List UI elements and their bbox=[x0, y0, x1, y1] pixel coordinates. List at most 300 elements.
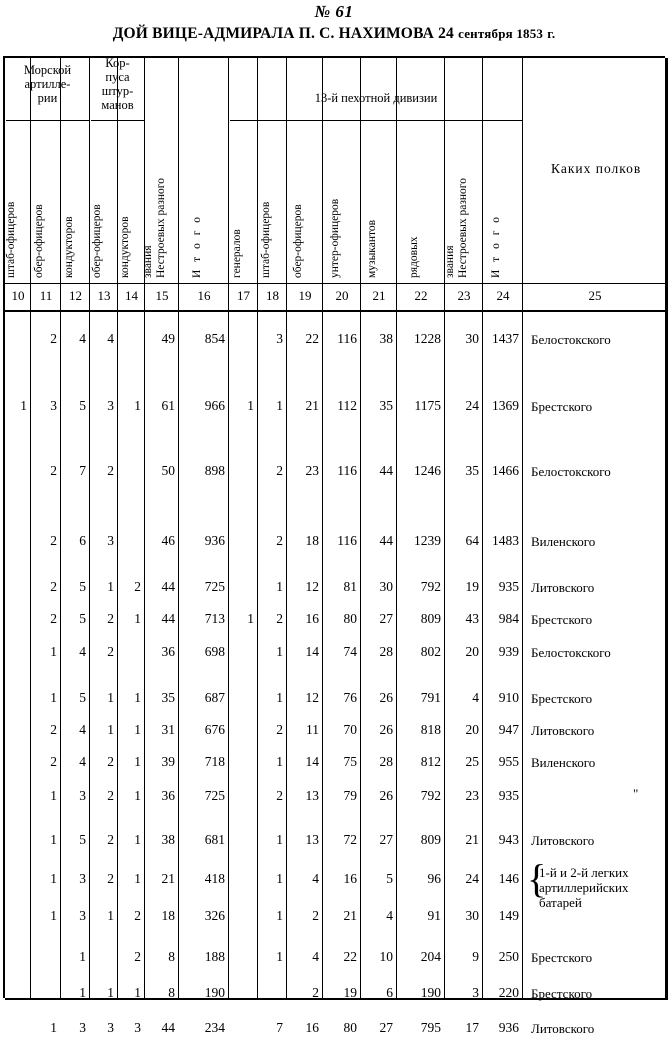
cell-r12-c20: 72 bbox=[343, 832, 357, 847]
cell-r9-c18: 2 bbox=[276, 722, 283, 737]
regiment-name-r17: Литовского bbox=[531, 1021, 595, 1036]
cell-r9-c12: 4 bbox=[79, 722, 86, 737]
cell-r14-c20: 21 bbox=[343, 908, 357, 923]
artillery-batteries-note bbox=[539, 865, 668, 910]
column-caption-23-line2: звания bbox=[444, 245, 456, 278]
column-number-20: 20 bbox=[335, 288, 349, 303]
cell-r10-c11: 2 bbox=[50, 754, 57, 769]
cell-r6-c21: 27 bbox=[379, 611, 393, 626]
cell-r9-c22: 818 bbox=[420, 722, 441, 737]
cell-r1-c12: 4 bbox=[79, 331, 86, 346]
cell-r11-c24: 935 bbox=[498, 788, 519, 803]
cell-r4-c15: 46 bbox=[161, 533, 175, 548]
cell-r10-c19: 14 bbox=[305, 754, 319, 769]
cell-r7-c20: 74 bbox=[343, 644, 357, 659]
underline-13th-division bbox=[230, 120, 522, 121]
column-number-19: 19 bbox=[298, 288, 312, 303]
cell-r8-c22: 791 bbox=[420, 690, 441, 705]
cell-r2-c17: 1 bbox=[247, 398, 254, 413]
cell-r4-c23: 64 bbox=[465, 533, 479, 548]
cell-r5-c21: 30 bbox=[379, 579, 393, 594]
column-caption-15-line1: Нестроевых разного bbox=[155, 178, 167, 278]
cell-r15-c12: 1 bbox=[79, 949, 86, 964]
column-divider-18 bbox=[286, 58, 287, 1000]
cell-r9-c15: 31 bbox=[161, 722, 175, 737]
cell-r14-c24: 149 bbox=[498, 908, 519, 923]
cell-r16-c16: 190 bbox=[204, 985, 225, 1000]
cell-r3-c19: 23 bbox=[305, 463, 319, 478]
cell-r14-c19: 2 bbox=[312, 908, 319, 923]
cell-r8-c13: 1 bbox=[107, 690, 114, 705]
cell-r13-c19: 4 bbox=[312, 871, 319, 886]
cell-r13-c20: 16 bbox=[343, 871, 357, 886]
cell-r3-c11: 2 bbox=[50, 463, 57, 478]
cell-r9-c11: 2 bbox=[50, 722, 57, 737]
cell-r11-c23: 23 bbox=[465, 788, 479, 803]
column-divider-10 bbox=[30, 58, 31, 1000]
column-number-13: 13 bbox=[97, 288, 111, 303]
cell-r2-c19: 21 bbox=[305, 398, 319, 413]
cell-r14-c12: 3 bbox=[79, 908, 86, 923]
regiment-name-r12: Литовского bbox=[531, 833, 595, 848]
document-title-tail: г. bbox=[547, 26, 556, 41]
cell-r17-c13: 3 bbox=[107, 1020, 114, 1035]
page-title bbox=[0, 22, 668, 45]
cell-r12-c22: 809 bbox=[420, 832, 441, 847]
column-divider-13 bbox=[117, 58, 118, 1000]
cell-r2-c18: 1 bbox=[276, 398, 283, 413]
cell-r9-c14: 1 bbox=[134, 722, 141, 737]
cell-r12-c21: 27 bbox=[379, 832, 393, 847]
column-divider-23 bbox=[482, 58, 483, 1000]
column-caption-14: кондукторов bbox=[118, 216, 131, 278]
regiment-name-r10: Виленского bbox=[531, 755, 596, 770]
table-right-border bbox=[665, 58, 667, 1000]
cell-r2-c20: 112 bbox=[337, 398, 357, 413]
cell-r13-c15: 21 bbox=[161, 871, 175, 886]
cell-r14-c18: 1 bbox=[276, 908, 283, 923]
cell-r3-c18: 2 bbox=[276, 463, 283, 478]
cell-r6-c14: 1 bbox=[134, 611, 141, 626]
cell-r4-c19: 18 bbox=[305, 533, 319, 548]
cell-r3-c23: 35 bbox=[465, 463, 479, 478]
cell-r13-c12: 3 bbox=[79, 871, 86, 886]
cell-r7-c21: 28 bbox=[379, 644, 393, 659]
cell-r8-c20: 76 bbox=[343, 690, 357, 705]
column-number-11: 11 bbox=[39, 288, 53, 303]
cell-r10-c16: 718 bbox=[204, 754, 225, 769]
column-number-14: 14 bbox=[125, 288, 138, 303]
cell-r11-c12: 3 bbox=[79, 788, 86, 803]
column-number-22: 22 bbox=[414, 288, 428, 303]
cell-r2-c22: 1175 bbox=[414, 398, 441, 413]
cell-r12-c18: 1 bbox=[276, 832, 283, 847]
cell-r4-c12: 6 bbox=[79, 533, 86, 548]
cell-r1-c13: 4 bbox=[107, 331, 114, 346]
cell-r2-c23: 24 bbox=[465, 398, 479, 413]
regiment-name-r6: Брестского bbox=[531, 612, 593, 627]
column-divider-19 bbox=[322, 58, 323, 1000]
column-caption-15-line2: звания bbox=[142, 245, 154, 278]
cell-r16-c19: 2 bbox=[312, 985, 319, 1000]
cell-r7-c13: 2 bbox=[107, 644, 114, 659]
cell-r12-c13: 2 bbox=[107, 832, 114, 847]
regiment-name-r15: Брестского bbox=[531, 950, 593, 965]
cell-r7-c18: 1 bbox=[276, 644, 283, 659]
cell-r6-c22: 809 bbox=[420, 611, 441, 626]
cell-r7-c12: 4 bbox=[79, 644, 86, 659]
cell-r5-c20: 81 bbox=[343, 579, 357, 594]
cell-r15-c24: 250 bbox=[498, 949, 519, 964]
cell-r11-c16: 725 bbox=[204, 788, 225, 803]
regiment-name-r8: Брестского bbox=[531, 691, 593, 706]
cell-r3-c21: 44 bbox=[379, 463, 393, 478]
cell-r11-c22: 792 bbox=[420, 788, 441, 803]
cell-r16-c21: 6 bbox=[386, 985, 393, 1000]
column-divider-17 bbox=[257, 58, 258, 1000]
rule-below-column-numbers bbox=[5, 310, 667, 312]
cell-r16-c14: 1 bbox=[134, 985, 141, 1000]
cell-r11-c13: 2 bbox=[107, 788, 114, 803]
cell-r5-c13: 1 bbox=[107, 579, 114, 594]
cell-r3-c15: 50 bbox=[161, 463, 175, 478]
cell-r13-c23: 24 bbox=[465, 871, 479, 886]
cell-r6-c23: 43 bbox=[465, 611, 479, 626]
cell-r7-c22: 802 bbox=[420, 644, 441, 659]
cell-r5-c19: 12 bbox=[305, 579, 319, 594]
cell-r16-c12: 1 bbox=[79, 985, 86, 1000]
cell-r1-c19: 22 bbox=[305, 331, 319, 346]
cell-r8-c14: 1 bbox=[134, 690, 141, 705]
cell-r6-c11: 2 bbox=[50, 611, 57, 626]
cell-r6-c17: 1 bbox=[247, 611, 254, 626]
cell-r7-c24: 939 bbox=[498, 644, 519, 659]
cell-r7-c19: 14 bbox=[305, 644, 319, 659]
cell-r1-c23: 30 bbox=[465, 331, 479, 346]
cell-r13-c14: 1 bbox=[134, 871, 141, 886]
column-number-17: 17 bbox=[237, 288, 250, 303]
column-divider-20 bbox=[360, 58, 361, 1000]
cell-r10-c21: 28 bbox=[379, 754, 393, 769]
column-caption-20: унтер-офицеров bbox=[329, 198, 341, 278]
cell-r1-c21: 38 bbox=[379, 331, 393, 346]
cell-r17-c24: 936 bbox=[498, 1020, 519, 1035]
cell-r1-c16: 854 bbox=[204, 331, 225, 346]
cell-r2-c13: 3 bbox=[107, 398, 114, 413]
statistics-table bbox=[3, 56, 665, 1036]
regiment-name-r5: Литовского bbox=[531, 580, 595, 595]
cell-r1-c11: 2 bbox=[50, 331, 57, 346]
column-caption-17: генералов bbox=[230, 229, 243, 278]
column-divider-12 bbox=[89, 58, 90, 1000]
cell-r8-c21: 26 bbox=[379, 690, 393, 705]
cell-r5-c22: 792 bbox=[420, 579, 441, 594]
column-caption-10: штаб-офицеров bbox=[5, 201, 17, 278]
document-title-date: сентября 1853 bbox=[458, 26, 544, 41]
cell-r5-c11: 2 bbox=[50, 579, 57, 594]
cell-r15-c20: 22 bbox=[343, 949, 357, 964]
cell-r17-c16: 234 bbox=[204, 1020, 225, 1035]
cell-r6-c12: 5 bbox=[79, 611, 86, 626]
column-number-12: 12 bbox=[69, 288, 82, 303]
cell-r8-c18: 1 bbox=[276, 690, 283, 705]
cell-r12-c24: 943 bbox=[498, 832, 519, 847]
regiment-name-r1: Белостокского bbox=[531, 332, 611, 347]
cell-r12-c11: 1 bbox=[50, 832, 57, 847]
underline-naval-artillery bbox=[6, 120, 89, 121]
regiment-name-r3: Белостокского bbox=[531, 464, 611, 479]
cell-r17-c18: 7 bbox=[276, 1020, 283, 1035]
cell-r15-c21: 10 bbox=[379, 949, 393, 964]
cell-r10-c15: 39 bbox=[161, 754, 175, 769]
cell-r1-c18: 3 bbox=[276, 331, 283, 346]
column-caption-19: обер-офицеров bbox=[292, 204, 304, 278]
cell-r5-c16: 725 bbox=[204, 579, 225, 594]
cell-r5-c12: 5 bbox=[79, 579, 86, 594]
cell-r2-c14: 1 bbox=[134, 398, 141, 413]
cell-r10-c23: 25 bbox=[465, 754, 479, 769]
cell-r2-c11: 3 bbox=[50, 398, 57, 413]
cell-r3-c16: 898 bbox=[204, 463, 225, 478]
cell-r6-c16: 713 bbox=[204, 611, 225, 626]
cell-r3-c20: 116 bbox=[337, 463, 357, 478]
cell-r15-c16: 188 bbox=[204, 949, 225, 964]
regiment-name-r16: Брестского bbox=[531, 986, 593, 1001]
cell-r15-c18: 1 bbox=[276, 949, 283, 964]
cell-r4-c16: 936 bbox=[204, 533, 225, 548]
cell-r4-c18: 2 bbox=[276, 533, 283, 548]
cell-r8-c23: 4 bbox=[472, 690, 479, 705]
column-caption-22: рядовых bbox=[408, 236, 420, 278]
cell-r16-c15: 8 bbox=[168, 985, 175, 1000]
cell-r3-c13: 2 bbox=[107, 463, 114, 478]
cell-r17-c19: 16 bbox=[305, 1020, 319, 1035]
cell-r5-c18: 1 bbox=[276, 579, 283, 594]
artillery-batteries-note-line2: артиллерийских bbox=[539, 880, 629, 895]
cell-r11-c20: 79 bbox=[343, 788, 357, 803]
regiment-name-r7: Белостокского bbox=[531, 645, 611, 660]
cell-r2-c24: 1369 bbox=[492, 398, 519, 413]
cell-r16-c22: 190 bbox=[420, 985, 441, 1000]
cell-r13-c22: 96 bbox=[427, 871, 441, 886]
cell-r13-c18: 1 bbox=[276, 871, 283, 886]
column-divider-24 bbox=[522, 58, 523, 1000]
column-caption-25: Каких полков bbox=[551, 161, 642, 176]
column-number-18: 18 bbox=[266, 288, 279, 303]
cell-r5-c24: 935 bbox=[498, 579, 519, 594]
cell-r9-c21: 26 bbox=[379, 722, 393, 737]
cell-r11-c15: 36 bbox=[161, 788, 175, 803]
column-number-24: 24 bbox=[496, 288, 510, 303]
column-divider-16 bbox=[228, 58, 229, 1000]
cell-r15-c14: 2 bbox=[134, 949, 141, 964]
cell-r12-c12: 5 bbox=[79, 832, 86, 847]
cell-r7-c16: 698 bbox=[204, 644, 225, 659]
cell-r4-c13: 3 bbox=[107, 533, 114, 548]
column-caption-13: обер-офицеров bbox=[91, 204, 103, 278]
cell-r14-c13: 1 bbox=[107, 908, 114, 923]
cell-r6-c15: 44 bbox=[161, 611, 175, 626]
cell-r4-c11: 2 bbox=[50, 533, 57, 548]
cell-r17-c21: 27 bbox=[379, 1020, 393, 1035]
cell-r6-c13: 2 bbox=[107, 611, 114, 626]
cell-r2-c16: 966 bbox=[204, 398, 225, 413]
cell-r10-c24: 955 bbox=[498, 754, 519, 769]
cell-r15-c22: 204 bbox=[420, 949, 441, 964]
regiment-name-r11: " bbox=[633, 786, 639, 801]
cell-r13-c21: 5 bbox=[386, 871, 393, 886]
cell-r17-c11: 1 bbox=[50, 1020, 57, 1035]
column-caption-23-line1: Нестроевых разного bbox=[457, 178, 469, 278]
column-divider-15 bbox=[178, 58, 179, 1000]
cell-r9-c19: 11 bbox=[306, 722, 319, 737]
cell-r17-c15: 44 bbox=[161, 1020, 175, 1035]
cell-r3-c24: 1466 bbox=[492, 463, 519, 478]
regiment-name-r4: Виленского bbox=[531, 534, 596, 549]
cell-r6-c18: 2 bbox=[276, 611, 283, 626]
cell-r1-c20: 116 bbox=[337, 331, 357, 346]
cell-r2-c10: 1 bbox=[20, 398, 27, 413]
document-title-main: ДОЙ ВИЦЕ-АДМИРАЛА П. С. НАХИМОВА 24 bbox=[112, 25, 454, 42]
cell-r14-c16: 326 bbox=[204, 908, 225, 923]
column-number-25: 25 bbox=[588, 288, 602, 303]
column-divider-14 bbox=[144, 58, 145, 1000]
group-header-naval-artillery: Морской артилле- рии bbox=[23, 63, 72, 105]
cell-r8-c19: 12 bbox=[305, 690, 319, 705]
column-number-23: 23 bbox=[457, 288, 471, 303]
underline-navigator-corps bbox=[91, 120, 144, 121]
title-block bbox=[0, 0, 668, 45]
regiment-name-r9: Литовского bbox=[531, 723, 595, 738]
cell-r16-c20: 19 bbox=[343, 985, 357, 1000]
cell-r8-c11: 1 bbox=[50, 690, 57, 705]
cell-r14-c11: 1 bbox=[50, 908, 57, 923]
cell-r2-c15: 61 bbox=[161, 398, 175, 413]
cell-r12-c14: 1 bbox=[134, 832, 141, 847]
cell-r14-c22: 91 bbox=[427, 908, 441, 923]
group-header-13th-infantry-division: 13-й пехотной дивизии bbox=[314, 91, 438, 105]
cell-r11-c21: 26 bbox=[379, 788, 393, 803]
column-divider-21 bbox=[396, 58, 397, 1000]
column-number-10: 10 bbox=[11, 288, 25, 303]
cell-r1-c24: 1437 bbox=[492, 331, 519, 346]
cell-r7-c11: 1 bbox=[50, 644, 57, 659]
cell-r6-c19: 16 bbox=[305, 611, 319, 626]
cell-r14-c14: 2 bbox=[134, 908, 141, 923]
cell-r9-c13: 1 bbox=[107, 722, 114, 737]
cell-r1-c15: 49 bbox=[161, 331, 175, 346]
cell-r4-c22: 1239 bbox=[414, 533, 441, 548]
cell-r2-c12: 5 bbox=[79, 398, 86, 413]
cell-r1-c22: 1228 bbox=[414, 331, 441, 346]
rule-above-column-numbers bbox=[5, 283, 667, 284]
cell-r8-c15: 35 bbox=[161, 690, 175, 705]
cell-r16-c23: 3 bbox=[472, 985, 479, 1000]
cell-r11-c19: 13 bbox=[305, 788, 319, 803]
cell-r9-c16: 676 bbox=[204, 722, 225, 737]
cell-r7-c23: 20 bbox=[465, 644, 479, 659]
cell-r5-c23: 19 bbox=[465, 579, 479, 594]
cell-r13-c13: 2 bbox=[107, 871, 114, 886]
column-divider-22 bbox=[444, 58, 445, 1000]
cell-r17-c12: 3 bbox=[79, 1020, 86, 1035]
cell-r5-c14: 2 bbox=[134, 579, 141, 594]
cell-r7-c15: 36 bbox=[161, 644, 175, 659]
cell-r8-c24: 910 bbox=[498, 690, 519, 705]
cell-r11-c11: 1 bbox=[50, 788, 57, 803]
cell-r10-c13: 2 bbox=[107, 754, 114, 769]
column-number-21: 21 bbox=[372, 288, 386, 303]
cell-r9-c24: 947 bbox=[498, 722, 519, 737]
cell-r10-c20: 75 bbox=[343, 754, 357, 769]
cell-r2-c21: 35 bbox=[379, 398, 393, 413]
column-caption-12: кондукторов bbox=[62, 216, 75, 278]
column-caption-18: штаб-офицеров bbox=[259, 201, 272, 278]
cell-r16-c13: 1 bbox=[107, 985, 114, 1000]
cell-r11-c14: 1 bbox=[134, 788, 141, 803]
cell-r15-c23: 9 bbox=[472, 949, 479, 964]
cell-r3-c22: 1246 bbox=[414, 463, 441, 478]
cell-r10-c14: 1 bbox=[134, 754, 141, 769]
column-caption-21: музыкантов bbox=[366, 219, 378, 278]
artillery-batteries-note-line3: батарей bbox=[539, 895, 582, 910]
cell-r12-c15: 38 bbox=[161, 832, 175, 847]
cell-r12-c19: 13 bbox=[305, 832, 319, 847]
cell-r14-c15: 18 bbox=[161, 908, 175, 923]
column-number-15: 15 bbox=[155, 288, 169, 303]
cell-r10-c12: 4 bbox=[79, 754, 86, 769]
cell-r11-c18: 2 bbox=[276, 788, 283, 803]
column-caption-16: И т о г о bbox=[191, 214, 203, 278]
cell-r8-c12: 5 bbox=[79, 690, 86, 705]
cell-r8-c16: 687 bbox=[204, 690, 225, 705]
cell-r6-c24: 984 bbox=[498, 611, 519, 626]
column-caption-24: И т о г о bbox=[490, 214, 502, 278]
document-number: № 61 bbox=[314, 2, 354, 21]
cell-r13-c11: 1 bbox=[50, 871, 57, 886]
cell-r10-c18: 1 bbox=[276, 754, 283, 769]
artillery-batteries-note-line1: 1-й и 2-й легких bbox=[539, 865, 629, 880]
cell-r12-c23: 21 bbox=[465, 832, 479, 847]
cell-r4-c24: 1483 bbox=[492, 533, 519, 548]
cell-r4-c21: 44 bbox=[379, 533, 393, 548]
cell-r16-c24: 220 bbox=[498, 985, 519, 1000]
cell-r13-c16: 418 bbox=[204, 871, 225, 886]
cell-r4-c20: 116 bbox=[337, 533, 357, 548]
cell-r17-c23: 17 bbox=[465, 1020, 479, 1035]
regiment-name-r2: Брестского bbox=[531, 399, 593, 414]
cell-r10-c22: 812 bbox=[420, 754, 441, 769]
cell-r6-c20: 80 bbox=[343, 611, 357, 626]
column-caption-11: обер-офицеров bbox=[33, 204, 45, 278]
cell-r9-c23: 20 bbox=[465, 722, 479, 737]
cell-r14-c23: 30 bbox=[465, 908, 479, 923]
cell-r17-c22: 795 bbox=[420, 1020, 441, 1035]
cell-r17-c20: 80 bbox=[343, 1020, 357, 1035]
cell-r5-c15: 44 bbox=[161, 579, 175, 594]
cell-r17-c14: 3 bbox=[134, 1020, 141, 1035]
cell-r15-c15: 8 bbox=[168, 949, 175, 964]
cell-r12-c16: 681 bbox=[204, 832, 225, 847]
cell-r3-c12: 7 bbox=[79, 463, 86, 478]
group-header-navigator-corps: Кор- пуса штур- манов bbox=[101, 56, 134, 112]
cell-r9-c20: 70 bbox=[343, 722, 357, 737]
column-number-16: 16 bbox=[197, 288, 211, 303]
grouping-brace-icon: { bbox=[527, 856, 547, 901]
column-divider-11 bbox=[60, 58, 61, 1000]
cell-r14-c21: 4 bbox=[386, 908, 393, 923]
cell-r15-c19: 4 bbox=[312, 949, 319, 964]
